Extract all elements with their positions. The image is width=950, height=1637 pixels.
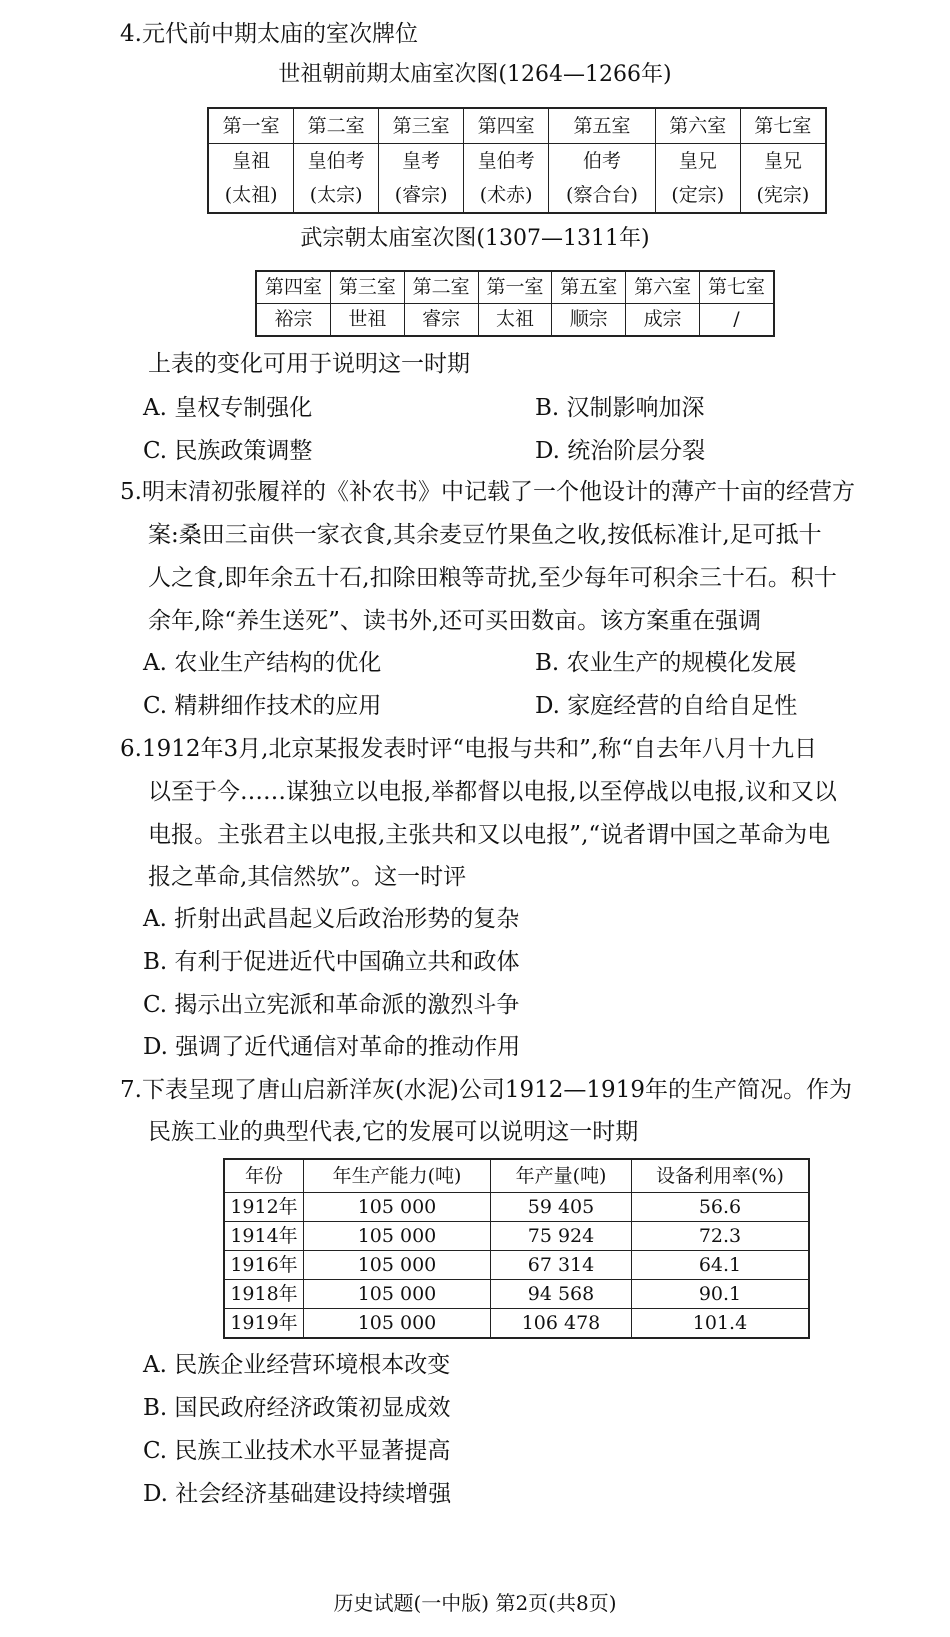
- table-cell: 第四室: [464, 108, 549, 144]
- q6-option-a[interactable]: A. 折射出武昌起义后政治形势的复杂: [143, 906, 520, 932]
- q5-option-c[interactable]: C. 精耕细作技术的应用: [143, 693, 382, 719]
- table-cell: 成宗: [626, 304, 700, 337]
- table-cell: /: [700, 304, 774, 337]
- table-cell: 第五室: [549, 108, 656, 144]
- q5-option-d[interactable]: D. 家庭经营的自给自足性: [535, 693, 798, 719]
- table-cell: 第一室: [208, 108, 294, 144]
- table-cell: 皇伯考: [294, 144, 379, 179]
- table-cell: 皇伯考: [464, 144, 549, 179]
- q5-option-b[interactable]: B. 农业生产的规模化发展: [535, 650, 797, 676]
- q6-line: 以至于今……谋独立以电报,举都督以电报,以至停战以电报,议和又以: [148, 779, 837, 805]
- table-cell: (太宗): [294, 178, 379, 213]
- q6-line: 6.1912年3月,北京某报发表时评“电报与共和”,称“自去年八月十九日: [120, 736, 818, 762]
- q4-option-c[interactable]: C. 民族政策调整: [143, 438, 313, 464]
- table-cell: 皇考: [379, 144, 464, 179]
- table-row: [224, 1222, 809, 1251]
- table-cell: 101.4: [632, 1309, 810, 1339]
- q4-table1-caption: 世祖朝前期太庙室次图(1264—1266年): [278, 62, 672, 87]
- table-cell: 顺宗: [552, 304, 626, 337]
- q7-table: [223, 1158, 810, 1339]
- table-cell: 世祖: [330, 304, 404, 337]
- table-cell: (睿宗): [379, 178, 464, 213]
- table-cell: 105 000: [304, 1222, 491, 1251]
- table-cell: 第六室: [655, 108, 740, 144]
- q4-table1: [207, 107, 827, 214]
- q6-option-b[interactable]: B. 有利于促进近代中国确立共和政体: [143, 949, 520, 975]
- q6-line: 电报。主张君主以电报,主张共和又以电报”,“说者谓中国之革命为电: [148, 822, 831, 848]
- q7-line: 7.下表呈现了唐山启新洋灰(水泥)公司1912—1919年的生产简况。作为: [120, 1077, 852, 1103]
- table-cell: 皇兄: [740, 144, 826, 179]
- q6-option-d[interactable]: D. 强调了近代通信对革命的推动作用: [143, 1034, 521, 1060]
- q4-option-b[interactable]: B. 汉制影响加深: [535, 395, 705, 421]
- table-cell: (术赤): [464, 178, 549, 213]
- q5-option-a[interactable]: A. 农业生产结构的优化: [143, 650, 382, 676]
- table-row: [224, 1251, 809, 1280]
- q4-title: 4.元代前中期太庙的室次牌位: [120, 21, 418, 47]
- table-cell: (察合台): [549, 178, 656, 213]
- table-cell: 第三室: [330, 271, 404, 304]
- table-cell: 59 405: [491, 1193, 632, 1222]
- q4-stem: 上表的变化可用于说明这一时期: [148, 351, 470, 377]
- table-row: [208, 144, 826, 179]
- table-cell: (宪宗): [740, 178, 826, 213]
- table-row: [256, 304, 774, 337]
- table-row: [224, 1193, 809, 1222]
- table-cell: 第二室: [294, 108, 379, 144]
- table-cell: 伯考: [549, 144, 656, 179]
- table-cell: 1919年: [224, 1309, 304, 1339]
- table-header-row: [224, 1159, 809, 1193]
- table-cell: 第三室: [379, 108, 464, 144]
- table-cell: (太祖): [208, 178, 294, 213]
- table-cell: 第七室: [740, 108, 826, 144]
- table-header-cell: 年份: [224, 1159, 304, 1193]
- q6-option-c[interactable]: C. 揭示出立宪派和革命派的激烈斗争: [143, 992, 520, 1018]
- q5-line: 5.明末清初张履祥的《补农书》中记载了一个他设计的薄产十亩的经营方: [120, 479, 855, 505]
- table-cell: 64.1: [632, 1251, 810, 1280]
- table-cell: 94 568: [491, 1280, 632, 1309]
- table-cell: 第五室: [552, 271, 626, 304]
- table-cell: 1914年: [224, 1222, 304, 1251]
- q7-option-a[interactable]: A. 民族企业经营环境根本改变: [143, 1352, 451, 1378]
- table-cell: 105 000: [304, 1251, 491, 1280]
- table-row: [256, 271, 774, 304]
- table-cell: 1916年: [224, 1251, 304, 1280]
- table-row: [224, 1309, 809, 1339]
- q5-line: 余年,除“养生送死”、读书外,还可买田数亩。该方案重在强调: [148, 608, 762, 634]
- table-cell: 睿宗: [404, 304, 478, 337]
- q4-option-d[interactable]: D. 统治阶层分裂: [535, 438, 706, 464]
- q6-line: 报之革命,其信然欤”。这一时评: [148, 864, 467, 890]
- table-cell: 第四室: [256, 271, 330, 304]
- table-cell: 1918年: [224, 1280, 304, 1309]
- table-cell: 第一室: [478, 271, 552, 304]
- table-cell: 皇兄: [655, 144, 740, 179]
- table-cell: 太祖: [478, 304, 552, 337]
- q7-line: 民族工业的典型代表,它的发展可以说明这一时期: [148, 1119, 639, 1145]
- table-header-cell: 设备利用率(%): [632, 1159, 810, 1193]
- table-cell: 皇祖: [208, 144, 294, 179]
- table-cell: 105 000: [304, 1309, 491, 1339]
- q4-table2-caption: 武宗朝太庙室次图(1307—1311年): [300, 226, 650, 251]
- table-cell: 105 000: [304, 1280, 491, 1309]
- table-cell: 第二室: [404, 271, 478, 304]
- q4-option-a[interactable]: A. 皇权专制强化: [143, 395, 313, 421]
- q7-option-d[interactable]: D. 社会经济基础建设持续增强: [143, 1481, 452, 1507]
- q4-table2: [255, 270, 775, 337]
- table-header-cell: 年生产能力(吨): [304, 1159, 491, 1193]
- table-row: [208, 108, 826, 144]
- table-cell: 56.6: [632, 1193, 810, 1222]
- table-cell: 105 000: [304, 1193, 491, 1222]
- table-cell: 72.3: [632, 1222, 810, 1251]
- table-row: [224, 1280, 809, 1309]
- q5-line: 案:桑田三亩供一家衣食,其余麦豆竹果鱼之收,按低标准计,足可抵十: [148, 522, 822, 548]
- q5-line: 人之食,即年余五十石,扣除田粮等苛扰,至少每年可积余三十石。积十: [148, 565, 837, 591]
- table-cell: 第六室: [626, 271, 700, 304]
- table-cell: 106 478: [491, 1309, 632, 1339]
- q7-option-c[interactable]: C. 民族工业技术水平显著提高: [143, 1438, 451, 1464]
- table-cell: 67 314: [491, 1251, 632, 1280]
- table-row: [208, 178, 826, 213]
- table-header-cell: 年产量(吨): [491, 1159, 632, 1193]
- table-cell: (定宗): [655, 178, 740, 213]
- table-cell: 75 924: [491, 1222, 632, 1251]
- q7-option-b[interactable]: B. 国民政府经济政策初显成效: [143, 1395, 451, 1421]
- table-cell: 裕宗: [256, 304, 330, 337]
- table-cell: 90.1: [632, 1280, 810, 1309]
- table-cell: 第七室: [700, 271, 774, 304]
- table-cell: 1912年: [224, 1193, 304, 1222]
- page-footer: 历史试题(一中版) 第2页(共8页): [333, 1591, 617, 1615]
